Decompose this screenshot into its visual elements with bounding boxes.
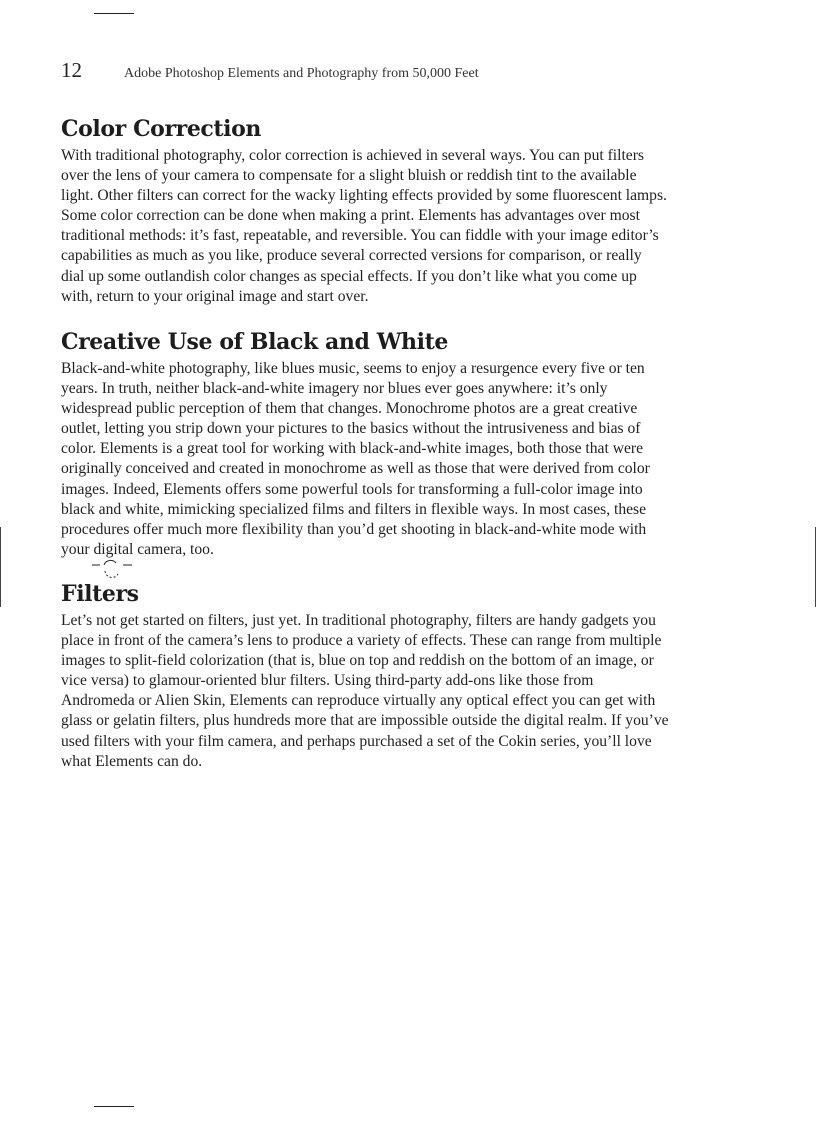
section-filters [61,580,761,772]
body-line: with, return to your original image and start over. [61,287,369,305]
body-line: Andromeda or Alien Skin, Elements can reproduce virtually any optical effect you can get with [61,692,656,710]
running-head [61,58,479,83]
body-line: black and white, mimicking specialized films and filters in flexible ways. In most cases, these [61,500,647,518]
section-body [61,146,761,307]
body-line: years. In truth, neither black-and-white imagery nor blues ever goes anywhere: it’s only [61,380,608,398]
section-heading: Filters [61,581,139,607]
page-number: 12 [61,58,82,82]
body-line: used filters with your film camera, and perhaps purchased a set of the Cokin series, you’ll love [61,732,652,750]
body-line: what Elements can do. [61,752,203,770]
body-line: Black-and-white photography, like blues music, seems to enjoy a resurgence every five or ten [61,360,645,377]
body-line: traditional methods: it’s fast, repeatable, and reversible. You can fiddle with your image editor’s [61,227,659,245]
body-line: With traditional photography, color correction is achieved in several ways. You can put filters [61,147,644,164]
section-color-correction [61,115,761,307]
section-body [61,359,761,560]
section-heading: Color Correction [61,116,262,142]
body-line: originally conceived and created in monochrome as well as those that were derived from color [61,460,650,478]
section-body [61,611,761,772]
body-line: widespread public perception of them that changes. Monochrome photos are a great creative [61,400,638,418]
registration-mark-icon [92,558,132,580]
body-line: color. Elements is a great tool for working with black-and-white images, both those that were [61,440,644,458]
margin-rule-left [0,527,1,607]
body-line: images. Indeed, Elements offers some powerful tools for transforming a full-color image into [61,480,643,498]
book-title: Adobe Photoshop Elements and Photography from 50,000 Feet [124,66,479,81]
body-line: outlet, letting you strip down your pictures to the basics without the intrusiveness and bias of [61,420,641,438]
body-line: place in front of the camera’s lens to produce a variety of effects. These can range from multiple [61,632,662,650]
body-line: dial up some outlandish color changes as special effects. If you don’t like what you come up [61,267,637,285]
body-line: procedures offer much more flexibility than you’d get shooting in black-and-white mode with [61,520,647,538]
crop-mark-top [94,13,134,14]
body-line: glass or gelatin filters, plus hundreds more that are impossible outside the digital realm. If you’ve [61,712,669,730]
body-line: light. Other filters can correct for the wacky lighting effects provided by some fluorescent lamps. [61,187,667,205]
crop-mark-bottom [94,1106,134,1107]
body-line: images to split-field colorization (that is, blue on top and reddish on the bottom of an image, or [61,652,654,670]
section-black-and-white [61,328,761,560]
body-line: Let’s not get started on filters, just yet. In traditional photography, filters are handy gadgets you [61,612,656,629]
body-line: capabilities as much as you like, produce several corrected versions for comparison, or really [61,247,642,265]
body-line: Some color correction can be done when making a print. Elements has advantages over most [61,207,640,225]
section-heading: Creative Use of Black and White [61,329,448,355]
body-line: vice versa) to glamour-oriented blur filters. Using third-party add-ons like those from [61,672,594,690]
body-line: over the lens of your camera to compensate for a slight bluish or reddish tint to the available [61,167,637,185]
body-line: your digital camera, too. [61,540,214,558]
